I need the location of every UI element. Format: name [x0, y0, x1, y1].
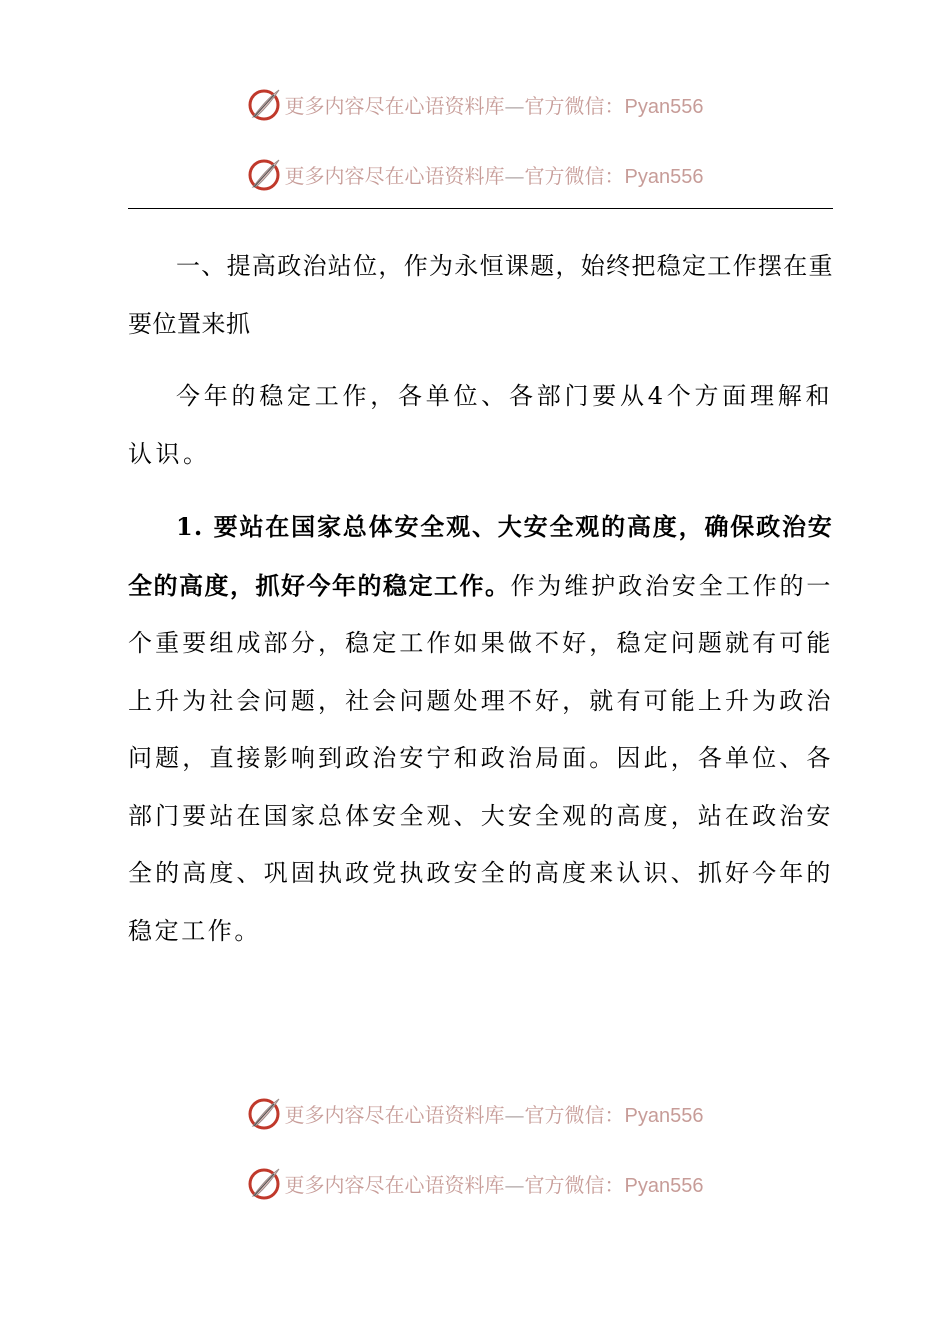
watermark-banner-bottom-2: [0, 1163, 950, 1203]
feather-pen-logo-icon: [247, 1096, 281, 1130]
watermark-text: 更多内容尽在心语资料库—官方微信：Pyan556: [284, 1172, 704, 1197]
watermark-text: 更多内容尽在心语资料库—官方微信：Pyan556: [284, 93, 704, 118]
feather-pen-logo-icon: [247, 87, 281, 121]
watermark-banner-top-2: [0, 154, 950, 194]
watermark-text: 更多内容尽在心语资料库—官方微信：Pyan556: [284, 163, 704, 188]
point-1-lead: 1. 要站在国家总体安全观、大安全观的高度，确保政治安全的高度，抓好今年的稳定工作。: [128, 512, 833, 600]
point-1-body: 作为维护政治安全工作的一个重要组成部分，稳定工作如果做不好，稳定问题就有可能上升为社会问题，社会问题处理不好，就有可能上升为政治问题，直接影响到政治安宁和政治局面。因此，各单位、各部门要站在国家总体安全观、大安全观的高度，站在政治安全的高度、巩固执政党执政安全的高度来认识、抓好今年的稳定工作。: [128, 571, 833, 945]
watermark-banner-top-1: [0, 84, 950, 124]
watermark-text: 更多内容尽在心语资料库—官方微信：Pyan556: [284, 1102, 704, 1127]
watermark-banner-bottom-1: [0, 1093, 950, 1133]
header-divider: [128, 208, 833, 209]
feather-pen-logo-icon: [247, 1166, 281, 1200]
point-1-paragraph: [128, 498, 833, 960]
feather-pen-logo-icon: [247, 157, 281, 191]
section-heading: 一、提高政治站位，作为永恒课题，始终把稳定工作摆在重要位置来抓: [128, 252, 833, 338]
intro-paragraph: 今年的稳定工作，各单位、各部门要从4个方面理解和认识。: [128, 382, 833, 468]
